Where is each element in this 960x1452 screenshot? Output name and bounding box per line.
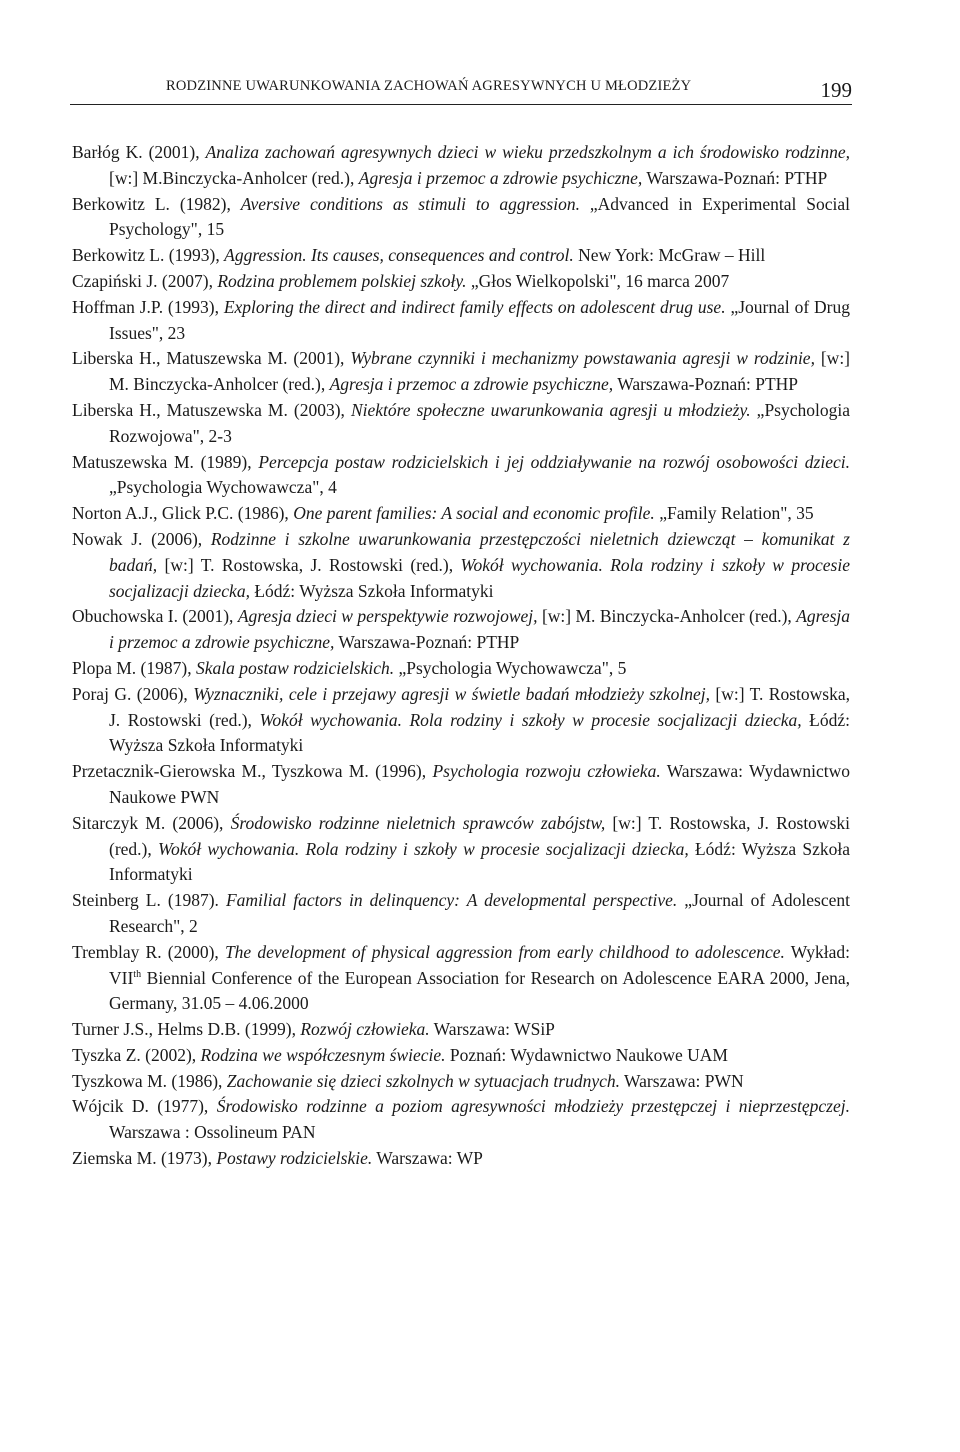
- bibliography-entry: [72, 501, 850, 527]
- bibliography-entry: [72, 527, 850, 604]
- bibliography-entry: [72, 269, 850, 295]
- entry-title: Agresja dzieci w perspektywie rozwojowej,: [237, 606, 538, 627]
- entry-title: Familial factors in delinquency: A developmental perspective.: [225, 890, 678, 911]
- bibliography-entry: [72, 604, 850, 656]
- entry-text: Norton A.J., Glick P.C. (1986),: [72, 503, 294, 524]
- bibliography-entry: [72, 1146, 850, 1172]
- entry-text: [w:] M. Binczycka-Anholcer (red.),: [537, 606, 797, 627]
- entry-text: Obuchowska I. (2001),: [72, 606, 238, 627]
- bibliography-entry: [72, 192, 850, 244]
- page-header: [70, 58, 852, 105]
- entry-title: Aggression. Its causes, consequences and control.: [224, 245, 574, 266]
- bibliography-entry: [72, 940, 850, 1017]
- entry-title: Aversive conditions as stimuli to aggression.: [240, 193, 580, 214]
- bibliography-entry: [72, 243, 850, 269]
- entry-text: Wójcik D. (1977),: [72, 1096, 217, 1117]
- bibliography-entry: [72, 140, 850, 192]
- entry-text: New York: McGraw – Hill: [573, 245, 766, 266]
- bibliography-list: [72, 140, 850, 1172]
- entry-text: „Family Relation", 35: [654, 503, 814, 524]
- entry-title: Wyznaczniki, cele i przejawy agresji w świetle badań młodzieży szkolnej,: [193, 683, 710, 704]
- entry-text: Hoffman J.P. (1993),: [72, 296, 224, 317]
- page-number: 199: [820, 78, 852, 102]
- entry-title: Wybrane czynniki i mechanizmy powstawania agresji w rodzinie,: [350, 348, 815, 369]
- entry-title: Zachowanie się dzieci szkolnych w sytuacjach trudnych.: [226, 1070, 620, 1091]
- entry-text: Nowak J. (2006),: [72, 528, 211, 549]
- entry-title: Agresja i przemoc a zdrowie psychiczne,: [109, 606, 850, 653]
- entry-text: Czapiński J. (2007),: [72, 270, 218, 291]
- entry-title: Rodzina we współczesnym świecie.: [200, 1044, 446, 1065]
- entry-text: [w:] T. Rostowska, J. Rostowski (red.),: [157, 554, 461, 575]
- bibliography-entry: [72, 1094, 850, 1146]
- bibliography-entry: [72, 1069, 850, 1095]
- bibliography-entry: [72, 811, 850, 888]
- entry-text: [w:] M. Binczycka-Anholcer (red.),: [109, 348, 851, 395]
- entry-text: Warszawa: PWN: [619, 1070, 744, 1091]
- bibliography-entry: [72, 682, 850, 759]
- bibliography-entry: [72, 888, 850, 940]
- bibliography-entry: [72, 295, 850, 347]
- entry-text: Łódź: Wyższa Szkoła Informatyki: [109, 709, 850, 756]
- entry-text: Matuszewska M. (1989),: [72, 451, 259, 472]
- entry-text: Barłóg K. (2001),: [72, 142, 206, 162]
- entry-text: Liberska H., Matuszewska M. (2001),: [72, 348, 351, 369]
- bibliography-entry: [72, 1043, 850, 1069]
- entry-text: Ziemska M. (1973),: [72, 1148, 217, 1169]
- entry-title: Analiza zachowań agresywnych dzieci w wieku przedszkolnym a ich środowisko rodzinne,: [205, 142, 850, 162]
- entry-title: Środowisko rodzinne a poziom agresywności młodzieży przestępczej i nieprzestępczej.: [216, 1096, 850, 1117]
- entry-title: Wokół wychowania. Rola rodziny i szkoły w procesie socjalizacji dziecka,: [158, 838, 689, 859]
- entry-text: Łódź: Wyższa Szkoła Informatyki: [249, 580, 494, 601]
- entry-text: „Advanced in Experimental Social Psychology", 15: [109, 193, 851, 240]
- entry-title: Rozwój człowieka.: [300, 1019, 430, 1040]
- entry-title: Środowisko rodzinne nieletnich sprawców zabójstw,: [230, 812, 606, 833]
- entry-text: Warszawa : Ossolineum PAN: [109, 1122, 316, 1143]
- entry-text: Warszawa: WSiP: [429, 1019, 555, 1040]
- entry-title: Rodzina problemem polskiej szkoły.: [217, 270, 467, 291]
- entry-text: [w:] M.Binczycka-Anholcer (red.),: [109, 167, 359, 188]
- entry-text: Tremblay R. (2000),: [72, 941, 225, 962]
- entry-text: Berkowitz L. (1993),: [72, 245, 225, 266]
- entry-text: [w:] T. Rostowska, J. Rostowski (red.),: [109, 683, 850, 730]
- entry-title: Psychologia rozwoju człowieka.: [432, 761, 661, 782]
- entry-text: Berkowitz L. (1982),: [72, 193, 241, 214]
- entry-text: „Psychologia Wychowawcza", 5: [394, 657, 627, 678]
- entry-title: Exploring the direct and indirect family effects on adolescent drug use.: [223, 296, 726, 317]
- bibliography-entry: [72, 398, 850, 450]
- entry-text: „Journal of Adolescent Research", 2: [109, 890, 851, 936]
- entry-title: Percepcja postaw rodzicielskich i jej oddziaływanie na rozwój osobowości dzieci.: [258, 451, 851, 472]
- entry-title: Postawy rodzicielskie.: [216, 1148, 373, 1169]
- bibliography-entry: [72, 450, 850, 502]
- entry-text: [w:] T. Rostowska, J. Rostowski (red.),: [109, 812, 850, 859]
- entry-title: One parent families: A social and economic profile.: [293, 503, 655, 524]
- entry-text: Warszawa: WP: [372, 1148, 483, 1169]
- entry-text: „Głos Wielkopolski", 16 marca 2007: [466, 270, 730, 291]
- entry-text: „Psychologia Rozwojowa", 2-3: [109, 399, 850, 446]
- entry-text: Liberska H., Matuszewska M. (2003),: [72, 399, 351, 420]
- entry-title: Wokół wychowania. Rola rodziny i szkoły w procesie socjalizacji dziecka,: [259, 709, 802, 730]
- bibliography-entry: [72, 656, 850, 682]
- entry-text: Sitarczyk M. (2006),: [72, 812, 231, 833]
- entry-text: Warszawa-Poznań: PTHP: [642, 167, 828, 188]
- entry-text: Warszawa-Poznań: PTHP: [613, 374, 799, 395]
- entry-text: Wykład: VII: [109, 941, 850, 988]
- entry-text: Plopa M. (1987),: [72, 657, 196, 678]
- entry-text: Turner J.S., Helms D.B. (1999),: [72, 1019, 301, 1040]
- entry-title: Niektóre społeczne uwarunkowania agresji u młodzieży.: [350, 399, 751, 420]
- entry-title: Skala postaw rodzicielskich.: [195, 657, 395, 678]
- entry-text: Warszawa: Wydawnictwo Naukowe PWN: [109, 761, 850, 807]
- entry-text: Tyszkowa M. (1986),: [72, 1070, 227, 1091]
- entry-text: Warszawa-Poznań: PTHP: [334, 632, 520, 653]
- entry-text: „Journal of Drug Issues", 23: [109, 296, 850, 343]
- entry-title: Wokół wychowania. Rola rodziny i szkoły w procesie socjalizacji dziecka,: [109, 554, 850, 601]
- bibliography-entry: [72, 759, 850, 811]
- entry-text: Tyszka Z. (2002),: [72, 1044, 201, 1065]
- bibliography-entry: [72, 1017, 850, 1043]
- bibliography-entry: [72, 346, 850, 398]
- running-title: RODZINNE UWARUNKOWANIA ZACHOWAŃ AGRESYWNYCH U MŁODZIEŻY: [166, 78, 692, 94]
- entry-text: Poraj G. (2006),: [72, 683, 194, 704]
- entry-text: Steinberg L. (1987).: [72, 890, 226, 911]
- entry-title: Agresja i przemoc a zdrowie psychiczne,: [358, 167, 643, 188]
- entry-text: Biennial Conference of the European Association for Research on Adolescence EARA 2000, Jena, Germany, 31.05 – 4.06.2000: [109, 967, 850, 1014]
- entry-title: Rodzinne i szkolne uwarunkowania przestępczości nieletnich dziewcząt – komunikat z badań,: [109, 528, 850, 575]
- entry-text: „Psychologia Wychowawcza", 4: [109, 477, 337, 498]
- entry-text: Przetacznik-Gierowska M., Tyszkowa M. (1996),: [72, 761, 433, 782]
- superscript: th: [133, 968, 142, 980]
- entry-title: Agresja i przemoc a zdrowie psychiczne,: [329, 374, 614, 395]
- entry-text: Poznań: Wydawnictwo Naukowe UAM: [445, 1044, 728, 1065]
- entry-text: Łódź: Wyższa Szkoła Informatyki: [109, 838, 850, 885]
- entry-title: The development of physical aggression from early childhood to adolescence.: [224, 941, 785, 962]
